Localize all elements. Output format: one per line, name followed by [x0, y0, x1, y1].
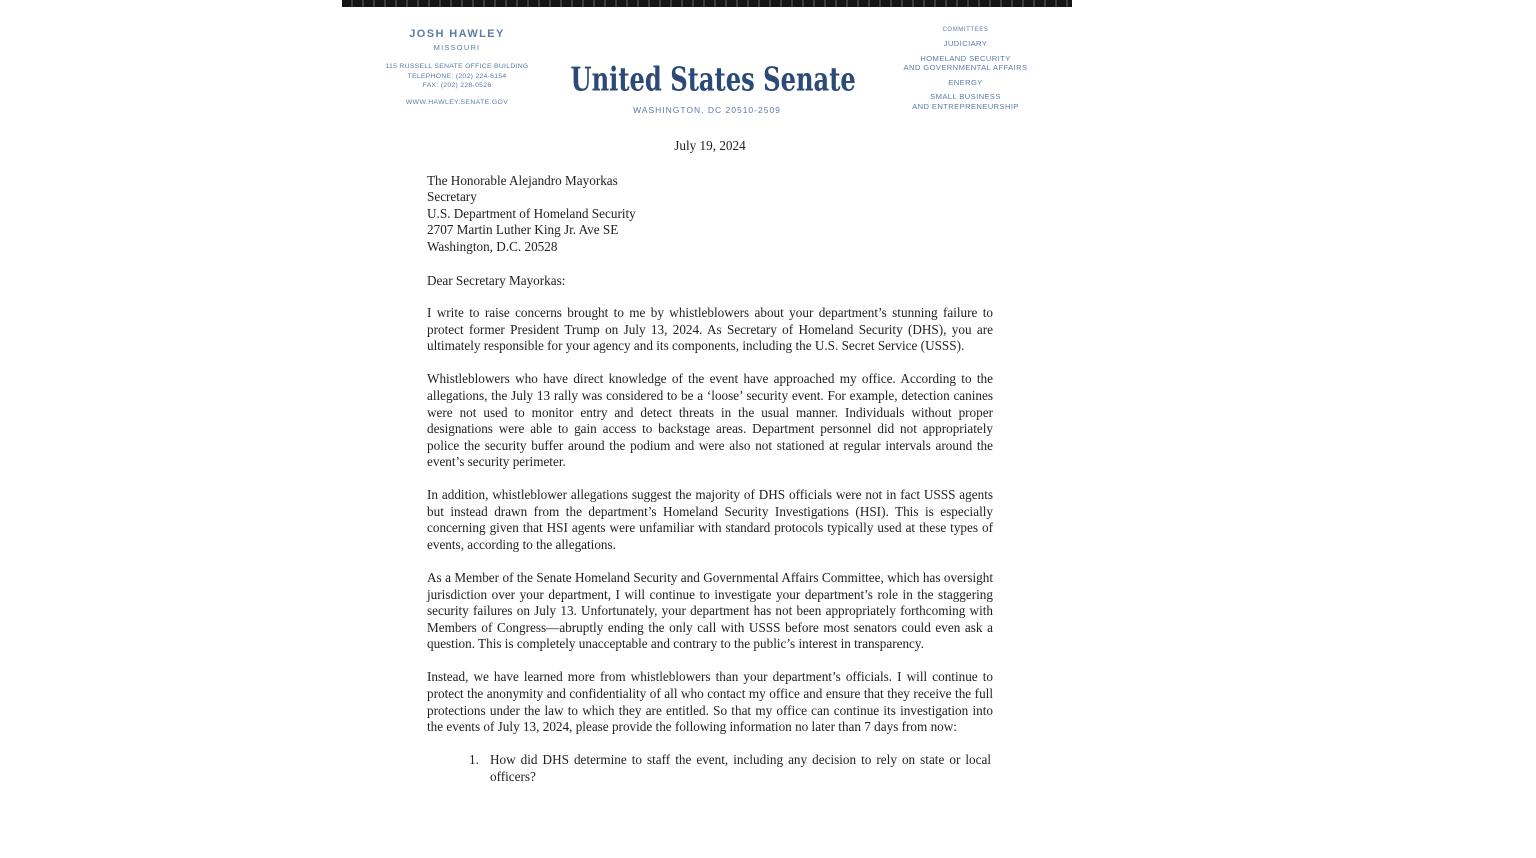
list-text: How did DHS determine to staff the event, including any decision to rely on state or local officers? [490, 752, 991, 784]
committee-entry [878, 54, 1053, 73]
body-paragraph: Instead, we have learned more from whistleblowers than your department’s officials. I will continue to protect the anonymity and confidentiality of all who contact my office and ensure that they receive the full protections under the law to which they are entitled. So that my office can continue its investigation into the events of July 13, 2024, please provide the following information no later than 7 days from now: [427, 669, 993, 735]
body-paragraph: Whistleblowers who have direct knowledge of the event have approached my office. According to the allegations, the July 13 rally was considered to be a ‘loose’ security event. For example, detection canines were not used to monitor entry and detect threats in the usual manner. Individuals without proper designations were able to gain access to backstage areas. Department personnel did not appropriately police the security buffer around the podium and were also not stationed at regular intervals around the event’s security perimeter. [427, 371, 993, 470]
letter-body [427, 138, 993, 785]
sender-telephone: TELEPHONE: (202) 224-6154 [407, 72, 507, 80]
salutation: Dear Secretary Mayorkas: [427, 272, 566, 288]
sender-block [372, 28, 542, 106]
senate-address: WASHINGTON, DC 20510-2509 [633, 105, 781, 115]
body-paragraph: I write to raise concerns brought to me by whistleblowers about your department’s stunning failure to protect former President Trump on July 13, 2024. As Secretary of Homeland Security (DHS), you are ultimately responsible for your agency and its components, including the U.S. Secret Service (USSS). [427, 305, 993, 354]
letter-date: July 19, 2024 [674, 138, 746, 153]
committee-entry [878, 78, 1053, 88]
committee-line: AND ENTREPRENEURSHIP [912, 101, 1019, 111]
body-paragraph: As a Member of the Senate Homeland Security and Governmental Affairs Committee, which has oversight jurisdiction over your department, I will continue to investigate your department’s role in the staggering security failures on July 13. Unfortunately, your department has not been appropriately forthcoming with Members of Congress—abruptly ending the only call with USSS before most senators could even ask a question. This is completely unacceptable and contrary to the public’s interest in transparency. [427, 570, 993, 652]
sender-contact [372, 62, 542, 91]
committee-entry [878, 39, 1053, 49]
committee-entry [878, 92, 1053, 111]
committee-line: AND GOVERNMENTAL AFFAIRS [903, 63, 1028, 72]
sender-fax: FAX: (202) 228-0526 [422, 82, 492, 89]
list-item [427, 752, 993, 785]
sender-website: WWW.HAWLEY.SENATE.GOV [405, 98, 509, 106]
top-divider-rule [342, 0, 1072, 7]
senate-wordmark: United States Senate [570, 60, 856, 100]
committees-block [878, 27, 1053, 116]
committee-line: HOMELAND SECURITY [920, 53, 1011, 63]
list-number: 1. [469, 752, 479, 768]
committee-line: SMALL BUSINESS [930, 92, 1001, 101]
sender-address: 115 RUSSELL SENATE OFFICE BUILDING [385, 63, 529, 70]
committee-line: ENERGY [948, 77, 983, 87]
recipient-line: Secretary [427, 189, 477, 205]
senate-wordmark-block [532, 62, 882, 115]
recipient-block [427, 173, 993, 256]
committees-heading: COMMITTEES [942, 27, 989, 33]
body-paragraph: In addition, whistleblower allegations suggest the majority of DHS officials were not in fact USSS agents but instead drawn from the department’s Homeland Security Investigations (HSI). This is especially concerning given that HSI agents were unfamiliar with standard protocols typically used at these types of events, according to the allegations. [427, 487, 993, 553]
numbered-list [427, 752, 993, 785]
recipient-line: Washington, D.C. 20528 [427, 238, 558, 254]
recipient-line: 2707 Martin Luther King Jr. Ave SE [427, 222, 619, 238]
recipient-line: The Honorable Alejandro Mayorkas [427, 172, 618, 188]
committee-line: JUDICIARY [943, 39, 988, 48]
sender-name: JOSH HAWLEY [409, 28, 505, 40]
sender-state: MISSOURI [433, 43, 481, 52]
recipient-line: U.S. Department of Homeland Security [427, 205, 636, 221]
